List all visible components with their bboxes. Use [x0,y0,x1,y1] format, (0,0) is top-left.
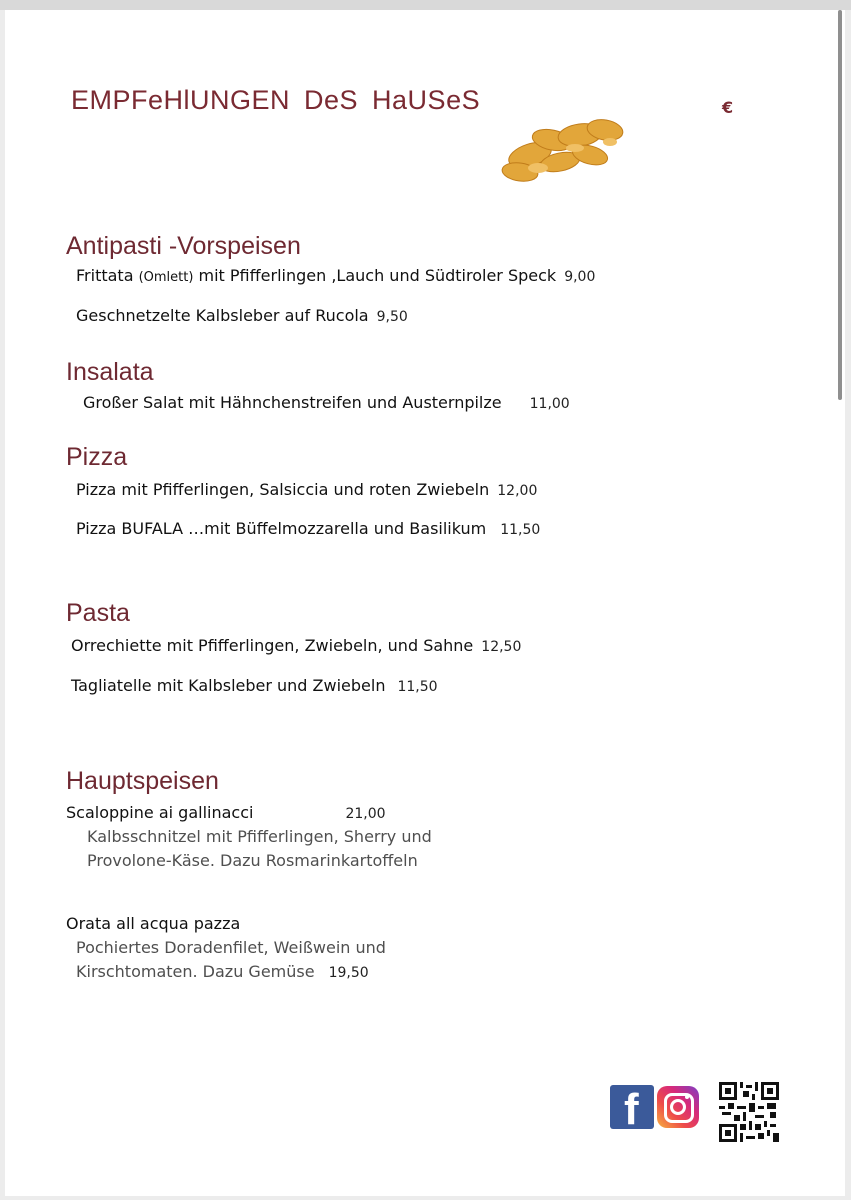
menu-item-scaloppine [66,803,386,822]
item-price: 11,50 [397,679,438,695]
item-name-note: (Omlett) [138,270,194,285]
currency-symbol: € [722,98,734,117]
menu-page [5,10,845,1196]
item-price: 21,00 [345,806,386,822]
qr-code-icon[interactable] [719,1082,779,1142]
section-heading-pizza: Pizza [66,443,128,471]
item-price: 11,50 [500,522,541,538]
item-name: Tagliatelle mit Kalbsleber und Zwiebeln [71,676,386,695]
item-price: 12,00 [497,483,538,499]
menu-item-pizza-pfifferlinge [76,480,537,499]
top-bar [0,0,851,10]
facebook-icon[interactable]: f [610,1085,654,1129]
section-heading-pasta: Pasta [66,599,130,627]
menu-item-orrechiette [71,636,521,655]
menu-item-kalbsleber [76,306,408,325]
item-name: Frittata [76,266,139,285]
instagram-icon[interactable] [657,1086,699,1128]
section-heading-insalata: Insalata [66,358,154,386]
item-name: Orata all acqua pazza [66,914,241,933]
page-title: EMPFeHlUNGEN DeS HaUSeS [71,85,481,115]
item-price: 12,50 [481,639,522,655]
item-name: Orrechiette mit Pfifferlingen, Zwiebeln, und Sahne [71,636,474,655]
item-description: Pochiertes Doradenfilet, Weißwein und [76,938,386,957]
item-price: 19,50 [328,965,369,981]
menu-item-salat [83,393,570,412]
section-heading-hauptspeisen: Hauptspeisen [66,767,219,795]
scrollbar[interactable] [838,10,842,400]
item-name: Großer Salat mit Hähnchenstreifen und Austernpilze [83,393,502,412]
item-description-with-price [76,962,369,981]
chanterelle-mushrooms-image [490,100,640,196]
item-price: 9,00 [564,269,596,285]
menu-item-tagliatelle [71,676,438,695]
menu-item-orata [66,914,240,933]
item-name: Pizza mit Pfifferlingen, Salsiccia und roten Zwiebeln [76,480,490,499]
item-name: Geschnetzelte Kalbsleber auf Rucola [76,306,369,325]
section-heading-antipasti: Antipasti -Vorspeisen [66,232,301,260]
item-description: Kalbsschnitzel mit Pfifferlingen, Sherry und [87,827,432,846]
item-description: Kirschtomaten. Dazu Gemüse [76,962,315,981]
item-name-rest: mit Pfifferlingen ,Lauch und Südtiroler Speck [193,266,557,285]
item-description: Provolone-Käse. Dazu Rosmarinkartoffeln [87,851,418,870]
item-price: 9,50 [376,309,408,325]
menu-item-frittata [76,266,595,285]
item-price: 11,00 [529,396,570,412]
item-name: Scaloppine ai gallinacci [66,803,254,822]
menu-item-pizza-bufala [76,519,540,538]
item-name: Pizza BUFALA …mit Büffelmozzarella und Basilikum [76,519,487,538]
